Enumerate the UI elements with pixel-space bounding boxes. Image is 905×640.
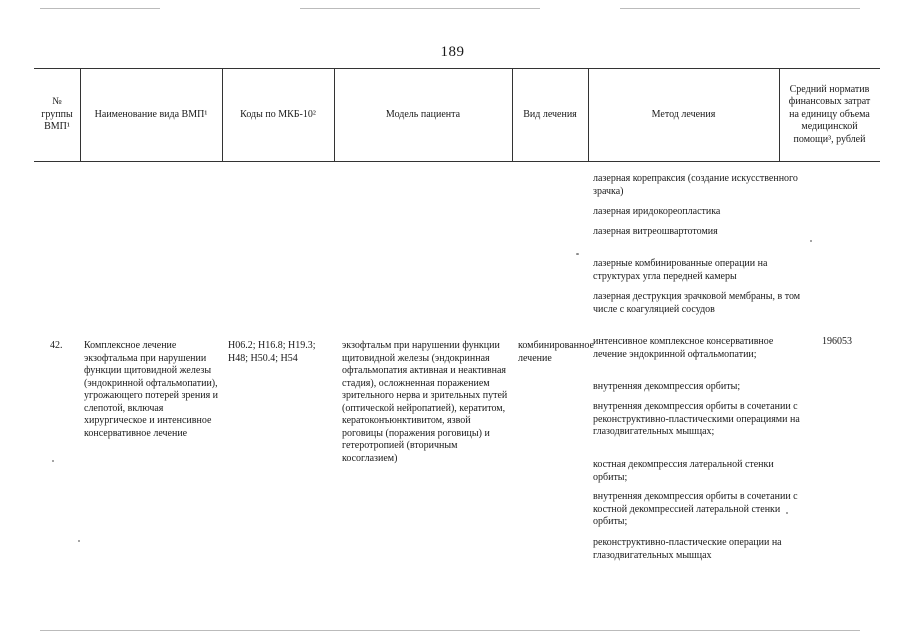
list-item: внутренняя декомпрессия орбиты; (593, 381, 741, 392)
row-number: 42. (50, 340, 63, 351)
row-icd-codes: H06.2; H16.8; H19.3; H48; H50.4; H54 (228, 340, 316, 364)
row-treatment-kind: комбинированное лечение (518, 340, 594, 364)
list-item: лазерные комбинированные операции на структурах угла передней камеры (593, 258, 768, 282)
list-item: лазерная корепраксия (создание искусственного зрачка) (593, 173, 798, 197)
scan-artifact (40, 630, 860, 631)
list-item: лазерная деструкция зрачковой мембраны, в том числе с коагуляцией сосудов (593, 291, 801, 315)
header-vmp-name: Наименование вида ВМП¹ (94, 108, 208, 120)
scan-artifact (78, 540, 80, 542)
scan-artifact (300, 8, 540, 9)
header-patient-model: Модель пациента (385, 108, 461, 120)
list-item: костная декомпрессия латеральной стенки орбиты; (593, 459, 774, 483)
page-number: 189 (440, 44, 465, 60)
scan-artifact (786, 512, 788, 514)
scan-artifact (40, 8, 160, 9)
list-item: внутренняя декомпрессия орбиты в сочетании с костной декомпрессией латеральной стенки орбиты; (593, 491, 798, 527)
header-treatment-method: Метод лечения (651, 108, 716, 120)
scan-artifact (620, 8, 860, 9)
header-group-number: № группы ВМП¹ (41, 96, 73, 133)
scan-artifact (810, 240, 812, 242)
scan-artifact (52, 460, 54, 462)
scan-artifact (576, 253, 579, 255)
list-item: интенсивное комплексное консервативное лечение эндокринной офтальмопатии; (593, 336, 774, 360)
header-icd-codes: Коды по МКБ-10² (240, 108, 316, 120)
row-average-cost: 196053 (822, 336, 852, 347)
list-item: внутренняя декомпрессия орбиты в сочетании с реконструктивно-пластическими операциями на глазодвигательных мышцах; (593, 401, 800, 437)
list-item: реконструктивно-пластические операции на глазодвигательных мышцах (593, 537, 782, 561)
header-average-cost: Средний норматив финансовых затрат на единицу объема медицинской помощи³, рублей (788, 83, 871, 145)
header-treatment-kind: Вид лечения (523, 108, 577, 120)
row-patient-model: экзофтальм при нарушении функции щитовидной железы (эндокринная офтальмопатия активная и неактивная стадия), осложненная поражением зрительного нерва и зрительных путей (оптической нейропатией), кератитом, кератоконъюнктивитом, язвой роговицы (поражения роговицы) и гетеротропией (вторичным косоглазием) (342, 340, 508, 464)
list-item: лазерная витреошвартотомия (593, 226, 718, 237)
list-item: лазерная иридокореопластика (593, 206, 721, 217)
table-header (34, 68, 880, 162)
row-vmp-name: Комплексное лечение экзофтальма при нарушении функции щитовидной железы (эндокринной офтальмопатии), угрожающего потерей зрения и слепотой, включая хирургическое и интенсивное консервативное лечение (84, 340, 219, 439)
